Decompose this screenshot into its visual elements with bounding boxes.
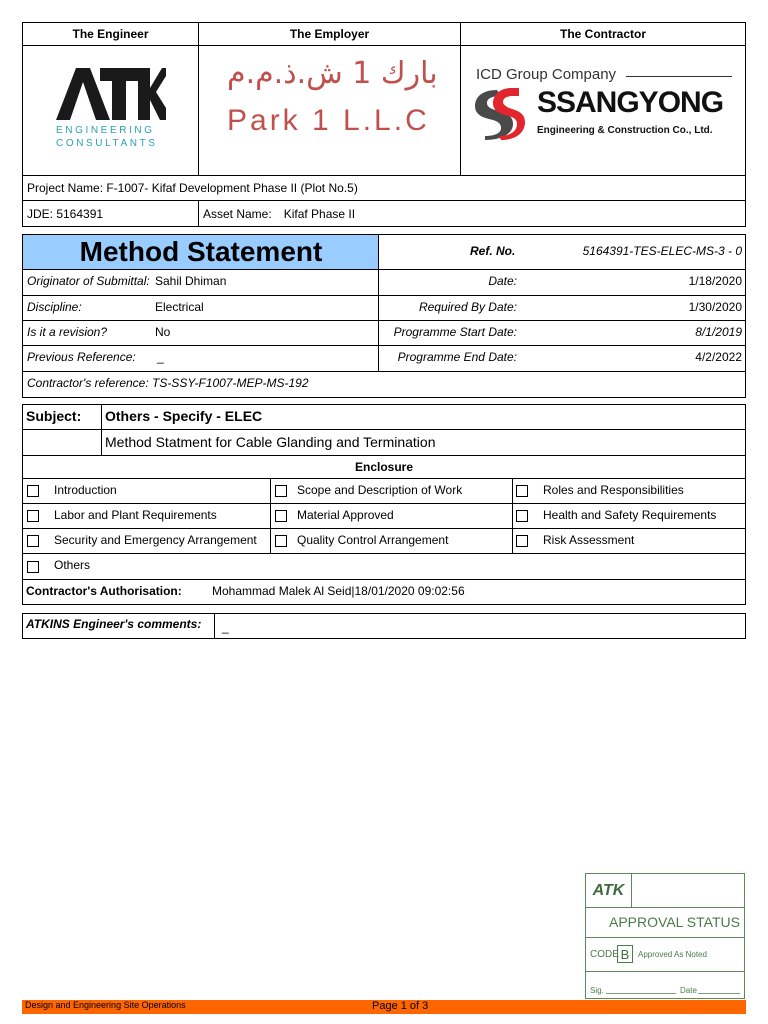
scope-label: Scope and Description of Work xyxy=(297,483,463,497)
ssangyong-logo-text: SSANGYONG xyxy=(537,86,724,119)
subject-hline xyxy=(22,429,746,430)
material-approved-checkbox[interactable] xyxy=(275,510,287,522)
stamp-code-text: Approved As Noted xyxy=(638,950,707,959)
enclosure-hline xyxy=(22,503,746,504)
labor-plant-checkbox[interactable] xyxy=(27,510,39,522)
comments-value: _ xyxy=(222,620,229,634)
authorisation-label: Contractor's Authorisation: xyxy=(26,584,182,598)
roles-checkbox[interactable] xyxy=(516,485,528,497)
park-arabic-logo: بارك 1 ش.ذ.م.م xyxy=(227,56,438,91)
contractor-reference xyxy=(27,376,309,390)
atk-logo-sub1: ENGINEERING xyxy=(56,125,155,136)
security-emergency-label: Security and Emergency Arrangement xyxy=(54,533,257,547)
stamp-sig-label: Sig. xyxy=(590,986,604,995)
health-safety-label: Health and Safety Requirements xyxy=(543,508,717,522)
required-by-label: Required By Date: xyxy=(418,300,517,314)
ms-hline xyxy=(22,269,746,270)
others-checkbox[interactable] xyxy=(27,561,39,573)
atk-logo xyxy=(56,68,176,158)
risk-assessment-label: Risk Assessment xyxy=(543,533,635,547)
prog-start-label: Programme Start Date: xyxy=(393,325,517,339)
enclosure-header xyxy=(22,455,746,479)
employer-logo-cell xyxy=(198,45,461,176)
quality-control-label: Quality Control Arrangement xyxy=(297,533,449,547)
authorisation-value: Mohammad Malek Al Seid|18/01/2020 09:02:56 xyxy=(212,584,465,598)
risk-assessment-checkbox[interactable] xyxy=(516,535,528,547)
prog-start-value: 8/1/2019 xyxy=(695,325,742,339)
asset-name-label: Asset Name: xyxy=(203,206,272,221)
stamp-date-label: Date xyxy=(680,986,697,995)
ms-hline xyxy=(22,345,746,346)
prog-end-value: 4/2/2022 xyxy=(695,350,742,364)
date-label: Date: xyxy=(488,274,517,288)
ref-no-value: 5164391-TES-ELEC-MS-3 - 0 xyxy=(582,244,742,258)
introduction-checkbox[interactable] xyxy=(27,485,39,497)
date-value: 1/18/2020 xyxy=(688,274,742,288)
security-emergency-checkbox[interactable] xyxy=(27,535,39,547)
atk-logo-sub2: CONSULTANTS xyxy=(56,138,158,149)
others-label: Others xyxy=(54,558,91,572)
enclosure-title: Enclosure xyxy=(354,460,414,474)
material-approved-label: Material Approved xyxy=(297,508,394,522)
stamp-code-value: B xyxy=(617,945,633,963)
stamp-sig-line xyxy=(606,993,676,994)
footer-bar xyxy=(22,1000,746,1014)
ms-hline xyxy=(22,320,746,321)
stamp-hline xyxy=(586,971,744,972)
header-employer: The Employer xyxy=(198,22,461,46)
stamp-hline xyxy=(586,937,744,938)
quality-control-checkbox[interactable] xyxy=(275,535,287,547)
asset-name-row xyxy=(198,200,746,227)
project-name: Project Name: F-1007- Kifaf Development Phase II (Plot No.5) xyxy=(22,175,746,201)
introduction-label: Introduction xyxy=(54,483,117,497)
stamp-logo-row xyxy=(586,874,744,908)
subject-value: Others - Specify - ELEC xyxy=(105,408,263,424)
engineer-logo-cell xyxy=(22,45,199,176)
footer-page-number: Page 1 of 3 xyxy=(372,1000,429,1012)
ssangyong-logo-sub: Engineering & Construction Co., Ltd. xyxy=(537,125,713,136)
jde-number: JDE: 5164391 xyxy=(22,200,199,227)
comments-divider xyxy=(214,613,215,639)
contractor-logo-cell xyxy=(460,45,746,176)
stamp-atk-logo: ATK xyxy=(586,874,632,908)
header-engineer: The Engineer xyxy=(22,22,199,46)
prog-end-label: Programme End Date: xyxy=(397,350,517,364)
roles-label: Roles and Responsibilities xyxy=(543,483,684,497)
enclosure-vline xyxy=(512,478,513,554)
stamp-date-line xyxy=(698,993,740,994)
contractor-reference-text: Contractor's reference: TS-SSY-F1007-MEP-MS-192 xyxy=(27,376,309,390)
enclosure-hline xyxy=(22,528,746,529)
icd-divider xyxy=(626,76,732,77)
stamp-status-title: APPROVAL STATUS xyxy=(609,914,740,930)
revision-value: No xyxy=(155,325,171,339)
scope-checkbox[interactable] xyxy=(275,485,287,497)
ssangyong-s-mark-icon xyxy=(471,86,525,140)
atk-logo-mark xyxy=(56,68,166,120)
prev-ref-label: Previous Reference: xyxy=(27,350,136,364)
labor-plant-label: Labor and Plant Requirements xyxy=(54,508,217,522)
comments-label: ATKINS Engineer's comments: xyxy=(26,617,202,631)
revision-label: Is it a revision? xyxy=(27,325,108,339)
subject-description: Method Statment for Cable Glanding and Termination xyxy=(105,434,436,450)
park-latin-logo: Park 1 L.L.C xyxy=(227,104,430,137)
enclosure-vline xyxy=(270,478,271,554)
ms-hline xyxy=(22,371,746,372)
subject-label: Subject: xyxy=(26,408,82,424)
originator-value: Sahil Dhiman xyxy=(155,274,227,288)
originator-label: Originator of Submittal: xyxy=(27,274,150,288)
footer-left-text: Design and Engineering Site Operations xyxy=(25,1000,186,1010)
discipline-value: Electrical xyxy=(155,300,204,314)
subject-divider xyxy=(101,404,102,456)
health-safety-checkbox[interactable] xyxy=(516,510,528,522)
stamp-code-label: CODE xyxy=(590,949,619,960)
ref-no-label: Ref. No. xyxy=(470,244,516,258)
enclosure-hline xyxy=(22,553,746,554)
approval-stamp xyxy=(585,873,745,999)
ms-divider xyxy=(378,234,379,372)
ms-title: Method Statement xyxy=(23,235,379,269)
discipline-label: Discipline: xyxy=(27,300,82,314)
ms-hline xyxy=(22,295,746,296)
prev-ref-value: _ xyxy=(157,350,164,364)
icd-group-label: ICD Group Company xyxy=(476,66,617,83)
header-contractor: The Contractor xyxy=(460,22,746,46)
asset-name-value: Kifaf Phase II xyxy=(283,206,356,221)
required-by-value: 1/30/2020 xyxy=(688,300,742,314)
